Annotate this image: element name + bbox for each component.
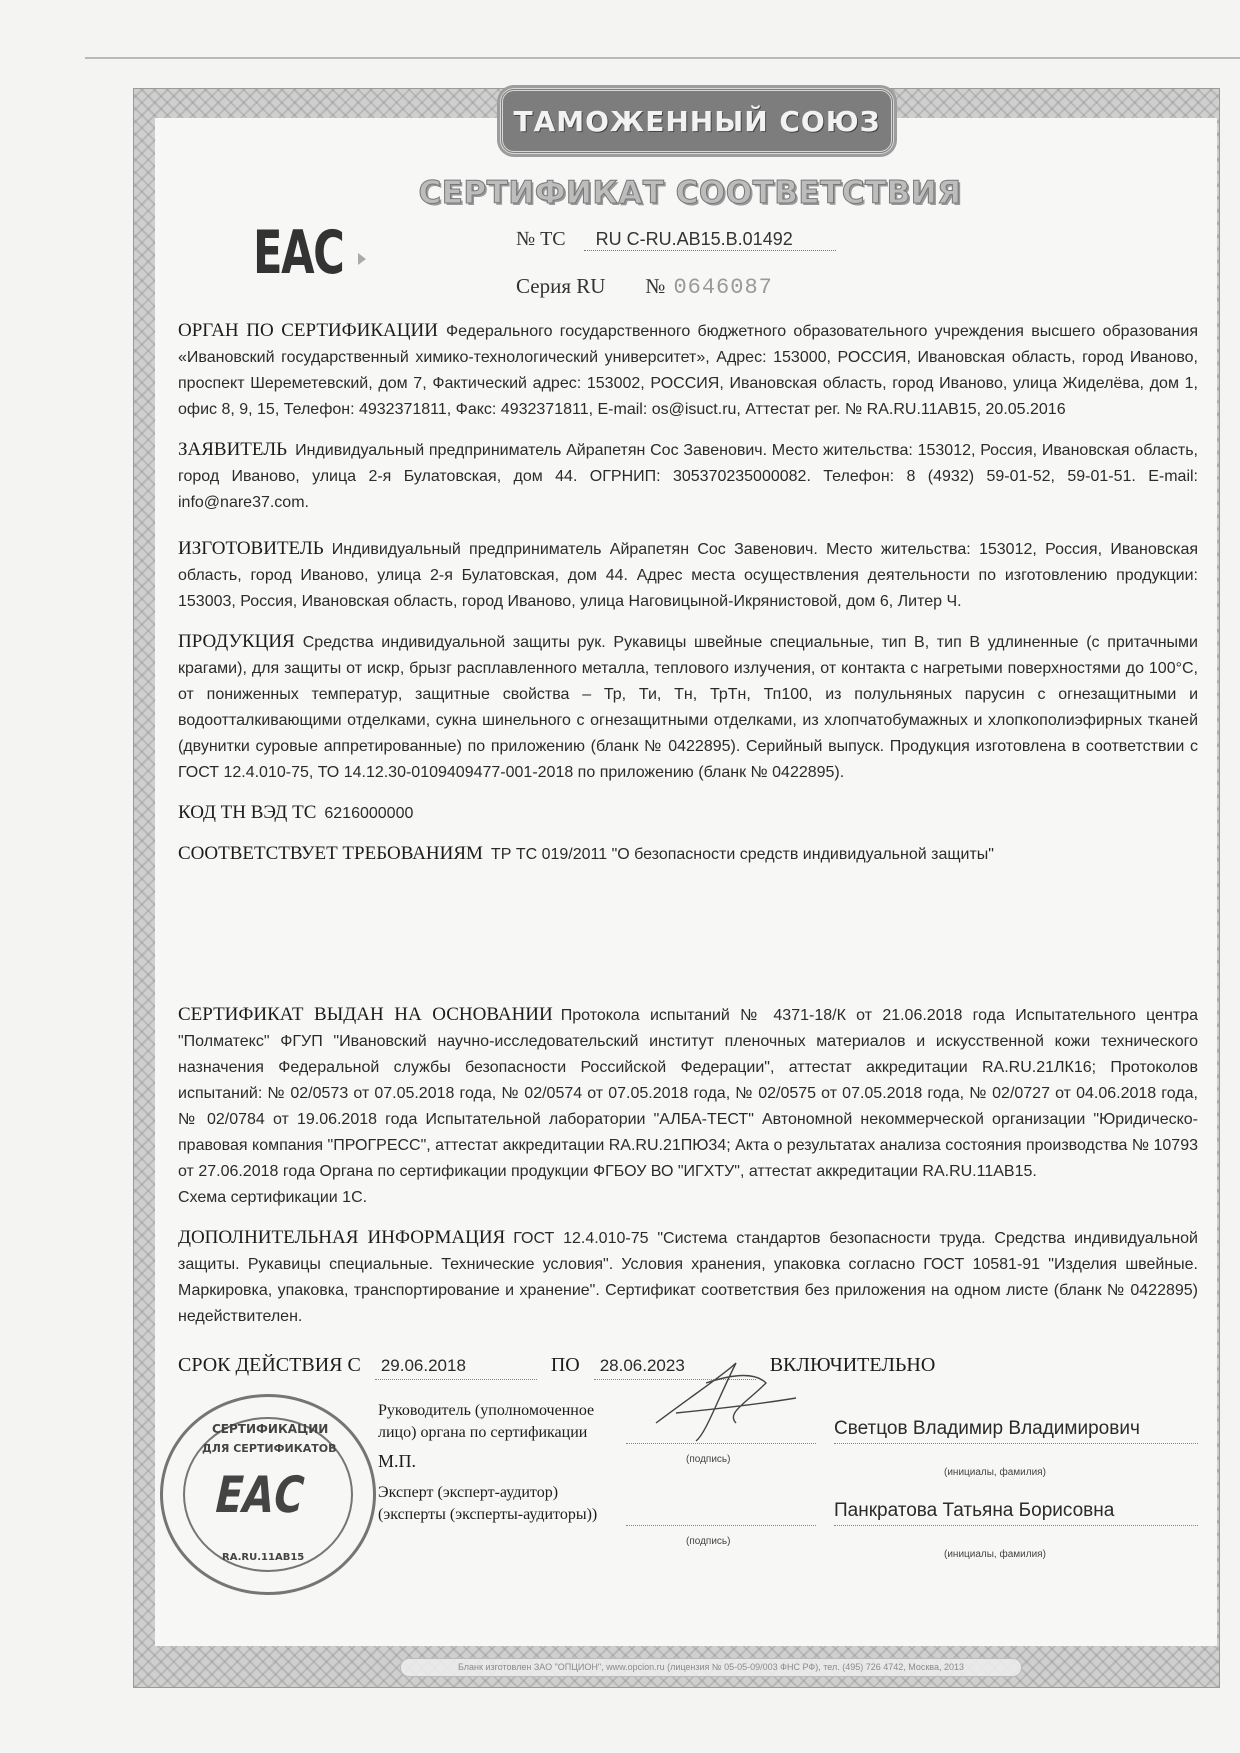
requirements-heading: СООТВЕТСТВУЕТ ТРЕБОВАНИЯМ bbox=[178, 843, 483, 864]
product-section bbox=[178, 629, 1198, 786]
certificate-content bbox=[178, 318, 1199, 1560]
eac-logo-icon: EAC bbox=[253, 218, 344, 288]
customs-union-banner bbox=[500, 88, 894, 154]
head-signature bbox=[636, 1353, 806, 1443]
certification-body-text: Федерального государственного бюджетного образовательного учреждения высшего образования «Ивановский государственный химико-технологический университет», Адрес: 153000, РОССИЯ, Ивановская область, город Иваново, проспект Шереметевский, дом 7, Фактический адрес: 153002, РОССИЯ, Ивановская область, город Иваново, улица Жиделёва, дом 1, офис 8, 9, 15, Телефон: 4932371811, Факс: 4932371811, E-mail: os@isuct.ru, Аттестат рег. № RA.RU.11АВ15, 20.05.2016 bbox=[178, 323, 1198, 418]
manufacturer-heading: ИЗГОТОВИТЕЛЬ bbox=[178, 538, 324, 559]
stamp-accreditation: RA.RU.11АВ15 bbox=[222, 1552, 305, 1563]
cert-number-label: № ТС bbox=[516, 228, 566, 250]
manufacturer-section bbox=[178, 536, 1198, 615]
product-heading: ПРОДУКЦИЯ bbox=[178, 631, 295, 652]
expert-label-line-2: (эксперты (эксперты-аудиторы)) bbox=[378, 1506, 598, 1523]
head-name-line bbox=[834, 1416, 1198, 1478]
triangle-mark-icon bbox=[358, 253, 366, 265]
product-text: Средства индивидуальной защиты рук. Рукавицы швейные специальные, тип В, тип В удлиненные (с притачными крагами), для защиты от искр, брызг расплавленного металла, теплового излучения, от контакта с нагретыми поверхностями до 100°С, от пониженных температур, защитные свойства – Тр, Ти, Тн, ТрТн, Тп100, из полульняных парусин с огнезащитными и водоотталкивающими отделками, сукна шинельного с огнезащитными отделками, из хлопчатобумажных и хлопкополиэфирных тканей (двунитки суровые аппретированные) по приложению (бланк № 0422895). Серийный выпуск. Продукция изготовлена в соответствии с ГОСТ 12.4.010-75, ТО 14.12.30-0109409477-001-2018 по приложению (бланк № 0422895). bbox=[178, 634, 1198, 781]
expert-name: Панкратова Татьяна Борисовна bbox=[834, 1500, 1115, 1521]
head-name: Светцов Владимир Владимирович bbox=[834, 1418, 1140, 1439]
series-number-label: № bbox=[645, 274, 666, 298]
series-row bbox=[516, 274, 773, 300]
certificate-title: СЕРТИФИКАТ СООТВЕТСТВИЯ bbox=[418, 175, 962, 211]
head-signature-line bbox=[626, 1403, 816, 1465]
head-label-line-1: Руководитель (уполномоченное bbox=[378, 1402, 595, 1419]
head-name-caption: (инициалы, фамилия) bbox=[944, 1467, 1046, 1478]
basis-text: Протокола испытаний № 4371-18/К от 21.06.2018 года Испытательного центра "Полматекс" ФГУП "Ивановский научно-исследовательский институт пленочных материалов и искусственной кожи технического назначения Федеральной службы безопасности Российской Федерации", аттестат аккредитации RA.RU.21ЛК16; Протоколов испытаний: № 02/0573 от 07.05.2018 года, № 02/0574 от 07.05.2018 года, № 02/0575 от 07.05.2018 года, № 02/0727 от 04.06.2018 года, № 02/0784 от 19.06.2018 года Испытательной лаборатории "АЛБА-ТЕСТ" Автономной некоммерческой организации "Юридическо-правовая компания "ПРОГРЕСС", аттестат аккредитации RA.RU.21ПЮ34; Акта о результатах анализа состояния производства № 10793 от 27.06.2018 года Органа по сертификации продукции ФГБОУ ВО "ИГХТУ", аттестат аккредитации RA.RU.11АВ15. bbox=[178, 1007, 1199, 1180]
basis-section bbox=[178, 1002, 1198, 1211]
printer-footer: Бланк изготовлен ЗАО "ОПЦИОН", www.opcion.ru (лицензия № 05-05-09/003 ФНС РФ), тел. (495) 726 4742, Москва, 2013 bbox=[400, 1658, 1022, 1677]
head-signature-caption: (подпись) bbox=[686, 1454, 731, 1465]
certification-body-section bbox=[178, 318, 1198, 423]
tn-ved-section bbox=[178, 800, 1198, 827]
expert-name-line bbox=[834, 1498, 1198, 1560]
manufacturer-text: Индивидуальный предприниматель Айрапетян Сос Завенович. Место жительства: 153012, Россия, Ивановская область, город Иваново, улица 2-я Булатовская, дом 44. Адрес места осуществления деятельности по изготовлению продукции: 153003, Россия, Ивановская область, город Иваново, улица Наговицыной-Икрянистовой, дом 6, Литер Ч. bbox=[178, 541, 1198, 610]
scan-edge-line bbox=[85, 57, 1240, 59]
seal-label: М.П. bbox=[378, 1451, 417, 1471]
certification-scheme: Схема сертификации 1С. bbox=[178, 1189, 368, 1206]
validity-from-date: 29.06.2018 bbox=[375, 1353, 537, 1380]
series-number: 0646087 bbox=[673, 275, 773, 300]
head-label-line-2: лицо) органа по сертификации bbox=[378, 1424, 588, 1441]
additional-info-heading: ДОПОЛНИТЕЛЬНАЯ ИНФОРМАЦИЯ bbox=[178, 1227, 506, 1248]
validity-to-date: 28.06.2023 bbox=[594, 1353, 756, 1380]
applicant-text: Индивидуальный предприниматель Айрапетян Сос Завенович. Место жительства: 153012, Россия, Ивановская область, город Иваново, улица 2-я Булатовская, дом 44. ОГРНИП: 305370235000082. Телефон: 8 (4932) 59-01-52, 59-01-51. E-mail: info@nare37.com. bbox=[178, 442, 1198, 511]
validity-inclusive-label: ВКЛЮЧИТЕЛЬНО bbox=[769, 1354, 936, 1376]
certification-seal-stamp bbox=[160, 1394, 380, 1594]
validity-to-label: ПО bbox=[550, 1354, 580, 1376]
additional-info-text: ГОСТ 12.4.010-75 "Система стандартов безопасности труда. Средства индивидуальной защиты. Рукавицы специальные. Технические условия". Условия хранения, упаковка согласно ГОСТ 10581-91 "Изделия швейные. Маркировка, упаковка, транспортирование и хранение". Сертификат соответствия без приложения на одном листе (бланк № 0422895) недействителен. bbox=[178, 1230, 1198, 1325]
expert-signature-caption: (подпись) bbox=[686, 1536, 731, 1547]
spacer bbox=[178, 882, 1198, 1002]
series-label: Серия RU bbox=[516, 274, 606, 298]
validity-from-label: СРОК ДЕЙСТВИЯ С bbox=[178, 1354, 361, 1376]
expert-signature-row bbox=[378, 1482, 1198, 1560]
expert-label bbox=[378, 1482, 608, 1526]
cert-number: RU C-RU.АВ15.В.01492 bbox=[584, 229, 836, 251]
tn-ved-code: 6216000000 bbox=[324, 805, 414, 822]
stamp-eac-logo-icon: EAC bbox=[209, 1466, 310, 1524]
cert-number-row bbox=[516, 228, 836, 251]
expert-label-line-1: Эксперт (эксперт-аудитор) bbox=[378, 1484, 559, 1501]
tn-ved-heading: КОД ТН ВЭД ТС bbox=[178, 802, 317, 823]
banner-text: ТАМОЖЕННЫЙ СОЮЗ bbox=[513, 104, 881, 138]
applicant-heading: ЗАЯВИТЕЛЬ bbox=[178, 439, 288, 460]
requirements-text: ТР ТС 019/2011 "О безопасности средств индивидуальной защиты" bbox=[490, 846, 994, 863]
stamp-line-2: ДЛЯ СЕРТИФИКАТОВ bbox=[202, 1442, 337, 1455]
applicant-section bbox=[178, 437, 1198, 516]
expert-signature-line bbox=[626, 1485, 816, 1547]
additional-info-section bbox=[178, 1225, 1198, 1330]
stamp-line-1: СЕРТИФИКАЦИИ bbox=[212, 1422, 329, 1436]
requirements-section bbox=[178, 841, 1198, 868]
basis-heading: СЕРТИФИКАТ ВЫДАН НА ОСНОВАНИИ bbox=[178, 1004, 553, 1025]
series-number-group bbox=[645, 274, 772, 300]
head-label bbox=[378, 1400, 608, 1444]
certification-body-heading: ОРГАН ПО СЕРТИФИКАЦИИ bbox=[178, 320, 438, 341]
expert-name-caption: (инициалы, фамилия) bbox=[944, 1549, 1046, 1560]
